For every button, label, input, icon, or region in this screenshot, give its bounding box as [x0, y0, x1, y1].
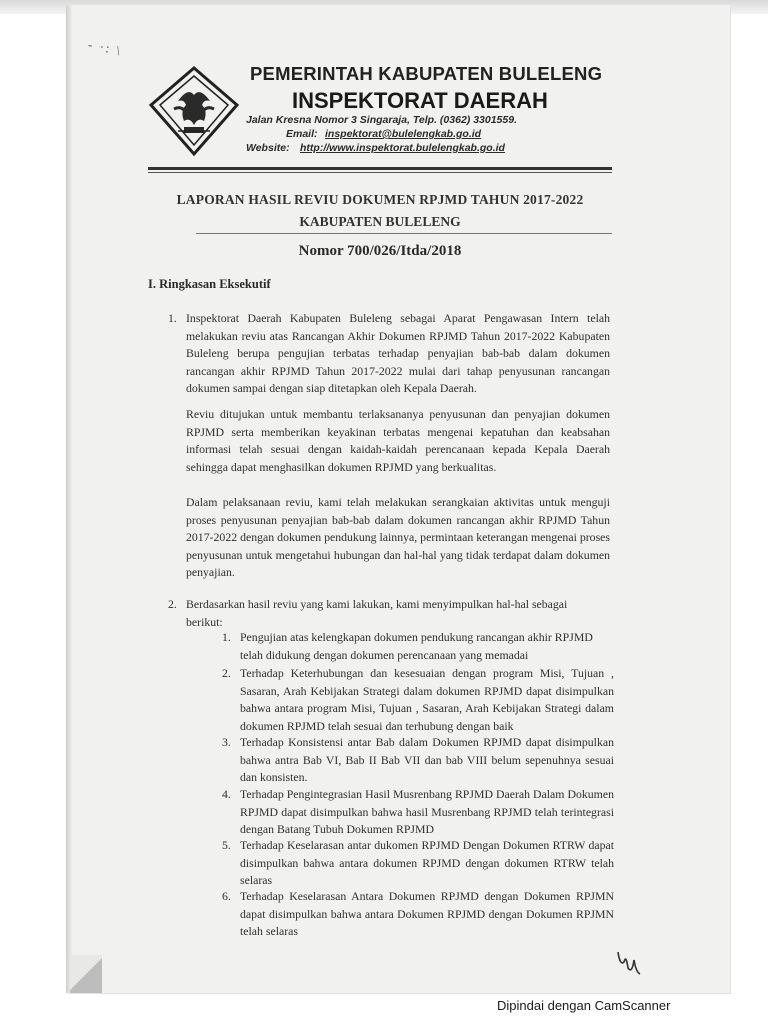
website-label: Website:	[246, 142, 290, 154]
folded-corner	[70, 955, 102, 993]
pen-scribble: - ·: \	[86, 36, 124, 59]
item-number: 1.	[168, 311, 177, 325]
title-rule	[196, 233, 612, 234]
conclusion-number: 6.	[222, 889, 231, 903]
institution-address: Jalan Kresna Nomor 3 Singaraja, Telp. (0362) 3301559.	[246, 114, 517, 126]
conclusion-number: 1.	[222, 630, 231, 644]
paragraph: Reviu ditujukan untuk membantu terlaksananya penyusunan dan penyajian dokumen RPJMD serta memberikan keyakinan terbatas mengenai kepatuhan dan keabsahan informasi telah sesuai dengan kaidah-kaidah perencanaan kepada Kepala Daerah sehingga dapat menghasilkan dokumen RPJMD yang berkualitas.	[186, 407, 610, 474]
conclusion-text: Terhadap Konsistensi antar Bab dalam Dokumen RPJMD dapat disimpulkan bahwa antra Bab VI, Bab II Bab VII dan bab VIII belum sepenuhnya sesuai dan konsisten.	[240, 735, 614, 785]
report-title: LAPORAN HASIL REVIU DOKUMEN RPJMD TAHUN 2017-2022	[176, 192, 584, 207]
letterhead-rule	[148, 167, 612, 170]
section-heading: I. Ringkasan Eksekutif	[148, 277, 271, 291]
report-number: Nomor 700/026/Itda/2018	[298, 243, 462, 259]
conclusion-text: Terhadap Pengintegrasian Hasil Musrenbang RPJMD Daerah Dalam Dokumen RPJMD dapat disimpulkan bahwa hasil Musrenbang RPJMD telah terintegrasi dengan Batang Tubuh Dokumen RPJMD	[240, 787, 614, 837]
report-subtitle: KABUPATEN BULELENG	[299, 214, 461, 229]
letterhead-rule-thin	[148, 172, 612, 173]
conclusion-text: Pengujian atas kelengkapan dokumen pendukung rancangan akhir RPJMD telah didukung dengan dokumen perencanaan yang memadai	[240, 630, 593, 662]
paragraph: Berdasarkan hasil reviu yang kami lakukan, kami menyimpulkan hal-hal sebagai berikut:	[186, 597, 568, 629]
conclusion-number: 4.	[222, 787, 231, 801]
item-number: 2.	[168, 597, 177, 611]
regency-emblem-icon	[148, 65, 240, 157]
conclusion-text: Terhadap Keselarasan antar dukomen RPJMD Dengan Dokumen RTRW dapat disimpulkan bahwa antara dokumen RPJMD dengan dokumen RTRW telah selaras	[240, 838, 614, 888]
conclusion-number: 5.	[222, 838, 231, 852]
conclusion-text: Terhadap Keterhubungan dan kesesuaian dengan program Misi, Tujuan , Sasaran, Arah Kebijakan Strategi dalam dokumen RPJMD dapat disimpulkan bahwa antara program Misi, Tujuan , Sasaran, Arah Kebijakan Strategi dalam dokumen RPJMD telah sesuai dan terhubung dengan baik	[240, 666, 614, 733]
paragraph: Inspektorat Daerah Kabupaten Buleleng sebagai Aparat Pengawasan Intern telah melakukan reviu atas Rancangan Akhir Dokumen RPJMD Tahun 2017-2022 Kabupaten Buleleng berupa pengujian terbatas terhadap penyajian bab-bab dalam dokumen rancangan akhir RPJMD Tahun 2017-2022 mulai dari tahap penyusunan rancangan dokumen sampai dengan siap ditetapkan oleh Kepala Daerah.	[186, 311, 610, 396]
institution-name: INSPEKTORAT DAERAH	[292, 88, 548, 113]
conclusion-number: 2.	[222, 666, 231, 680]
website-link: http://www.inspektorat.bulelengkab.go.id	[300, 142, 505, 154]
scan-edge-shadow	[66, 5, 72, 993]
government-name: PEMERINTAH KABUPATEN BULELENG	[250, 63, 603, 84]
paragraph: Dalam pelaksanaan reviu, kami telah melakukan serangkaian aktivitas untuk menguji proses penyusunan penyajian bab-bab dalam dokumen rancangan akhir RPJMD Tahun 2017-2022 dengan dokumen pendukung lainnya, permintaan keterangan mengenai proses penyusunan untuk mengetahui hubungan dan hal-hal yang tidak terdapat dalam dokumen penyajian.	[186, 495, 610, 580]
email-link: inspektorat@bulelengkab.go.id	[325, 128, 482, 140]
signature-initial	[614, 948, 644, 978]
conclusion-text: Terhadap Keselarasan Antara Dokumen RPJMD dengan Dokumen RPJMN dapat disimpulkan bahwa antara Dokumen RPJMD dengan Dokumen RPJMN telah selaras	[240, 889, 614, 939]
conclusion-number: 3.	[222, 735, 231, 749]
email-label: Email:	[286, 128, 318, 140]
camscanner-watermark: Dipindai dengan CamScanner	[497, 998, 671, 1013]
